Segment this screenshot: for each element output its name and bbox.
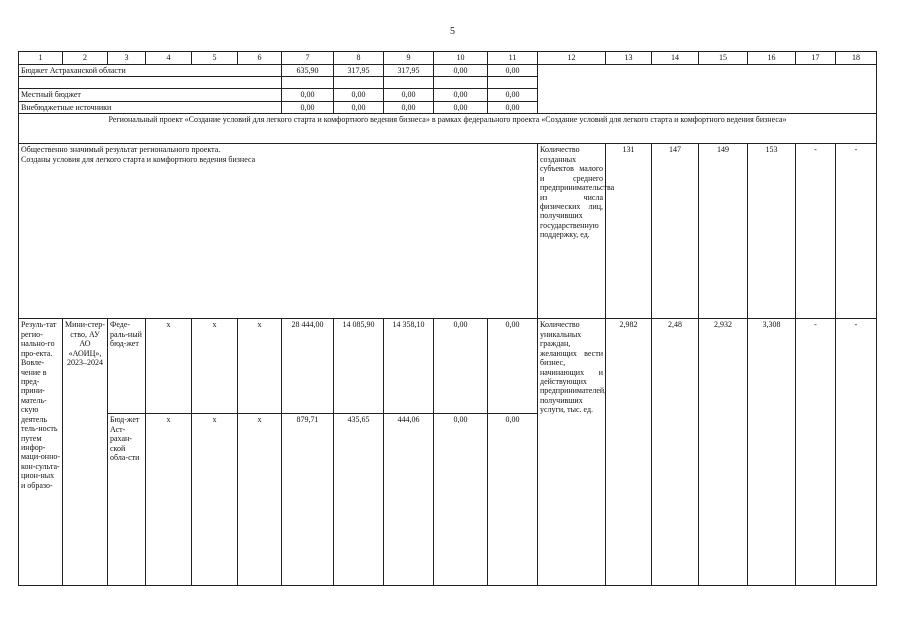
header-cell: 11 bbox=[488, 52, 538, 65]
funding-value: 317,95 bbox=[334, 65, 384, 77]
funding-empty-cell bbox=[538, 65, 877, 114]
result-indicator-value: - bbox=[836, 319, 877, 586]
funding-value: 635,90 bbox=[282, 65, 334, 77]
social-result-text: Созданы условия для легкого старта и комфортного ведения бизнеса bbox=[21, 154, 256, 164]
header-cell: 17 bbox=[796, 52, 836, 65]
header-cell: 16 bbox=[748, 52, 796, 65]
funding-value: 0,00 bbox=[488, 101, 538, 113]
result-indicator-value: 2,932 bbox=[699, 319, 748, 586]
source-value: 28 444,00 bbox=[282, 319, 334, 414]
header-cell: 1 bbox=[19, 52, 63, 65]
source-label: Феде-раль-ный бюд-жет bbox=[108, 319, 146, 414]
header-row bbox=[19, 52, 877, 65]
source-value: 444,06 bbox=[384, 414, 434, 586]
source-value: 435,65 bbox=[334, 414, 384, 586]
result-indicator-value: 2,982 bbox=[606, 319, 652, 586]
indicator-value: 149 bbox=[699, 144, 748, 319]
source-value: 0,00 bbox=[434, 414, 488, 586]
indicator-value: 147 bbox=[652, 144, 699, 319]
header-cell: 10 bbox=[434, 52, 488, 65]
source-mark: x bbox=[192, 414, 238, 586]
header-cell: 6 bbox=[238, 52, 282, 65]
funding-value: 0,00 bbox=[434, 65, 488, 77]
header-cell: 7 bbox=[282, 52, 334, 65]
source-value: 14 358,10 bbox=[384, 319, 434, 414]
indicator-value: - bbox=[796, 144, 836, 319]
header-cell: 18 bbox=[836, 52, 877, 65]
source-value: 0,00 bbox=[488, 319, 538, 414]
indicator-text: Количество созданных субъектов малого и среднего предпринимательства из числа физических лиц, получивших государственную поддержку, ед. bbox=[538, 144, 606, 319]
budget-table bbox=[18, 51, 877, 586]
header-cell: 2 bbox=[63, 52, 108, 65]
result-indicator-value: - bbox=[796, 319, 836, 586]
funding-value: 0,00 bbox=[282, 101, 334, 113]
funding-label: Местный бюджет bbox=[19, 89, 282, 101]
source-mark: x bbox=[238, 319, 282, 414]
social-result-row bbox=[19, 144, 877, 319]
header-cell: 12 bbox=[538, 52, 606, 65]
result-indicator-text: Количество уникальных граждан, желающих вести бизнес, начинающих и действующих предпринимателей, получивших услуги, тыс. ед. bbox=[538, 319, 606, 586]
source-mark: x bbox=[192, 319, 238, 414]
header-cell: 3 bbox=[108, 52, 146, 65]
funding-label: Бюджет Астраханской области bbox=[19, 65, 282, 77]
source-value: 0,00 bbox=[434, 319, 488, 414]
indicator-value: - bbox=[836, 144, 877, 319]
funding-value: 317,95 bbox=[384, 65, 434, 77]
funding-value: 0,00 bbox=[334, 101, 384, 113]
result-indicator-value: 3,308 bbox=[748, 319, 796, 586]
page-number: 5 bbox=[450, 26, 455, 37]
source-value: 879,71 bbox=[282, 414, 334, 586]
funding-value: 0,00 bbox=[434, 101, 488, 113]
result-executor: Мини-стер-ство, АУ АО «АОИЦ», 2023–2024 bbox=[63, 319, 108, 586]
header-cell: 15 bbox=[699, 52, 748, 65]
header-cell: 13 bbox=[606, 52, 652, 65]
header-cell: 5 bbox=[192, 52, 238, 65]
result-row-federal bbox=[19, 319, 877, 414]
source-mark: x bbox=[238, 414, 282, 586]
source-mark: x bbox=[146, 319, 192, 414]
source-label: Бюд-жет Аст-рахан-ской обла-сти bbox=[108, 414, 146, 586]
indicator-value: 153 bbox=[748, 144, 796, 319]
funding-value: 0,00 bbox=[334, 89, 384, 101]
source-value: 14 085,90 bbox=[334, 319, 384, 414]
header-cell: 4 bbox=[146, 52, 192, 65]
header-cell: 9 bbox=[384, 52, 434, 65]
social-result-cell bbox=[19, 144, 538, 319]
source-value: 0,00 bbox=[488, 414, 538, 586]
indicator-value: 131 bbox=[606, 144, 652, 319]
funding-label: Внебюджетные источники bbox=[19, 101, 282, 113]
result-name: Резуль-тат регио-нально-го про-екта. Вовле-чение в пред-прини-матель-скую деятель тель-ность путем инфор-маци-онно-кон-сульта-цион-ных и образо- bbox=[19, 319, 63, 586]
social-result-title: Общественно значимый результат регионального проекта. bbox=[21, 145, 221, 155]
project-title: Региональный проект «Создание условий для легкого старта и комфортного ведения бизнеса» в рамках федерального проекта «Создание условий для легкого старта и комфортного ведения бизнеса» bbox=[19, 114, 877, 144]
funding-value: 0,00 bbox=[488, 89, 538, 101]
funding-value: 0,00 bbox=[384, 89, 434, 101]
funding-row-regional bbox=[19, 65, 877, 77]
funding-value: 0,00 bbox=[384, 101, 434, 113]
funding-value: 0,00 bbox=[282, 89, 334, 101]
funding-value: 0,00 bbox=[488, 65, 538, 77]
header-cell: 14 bbox=[652, 52, 699, 65]
funding-value: 0,00 bbox=[434, 89, 488, 101]
header-cell: 8 bbox=[334, 52, 384, 65]
project-title-row bbox=[19, 114, 877, 144]
source-mark: x bbox=[146, 414, 192, 586]
result-indicator-value: 2,48 bbox=[652, 319, 699, 586]
